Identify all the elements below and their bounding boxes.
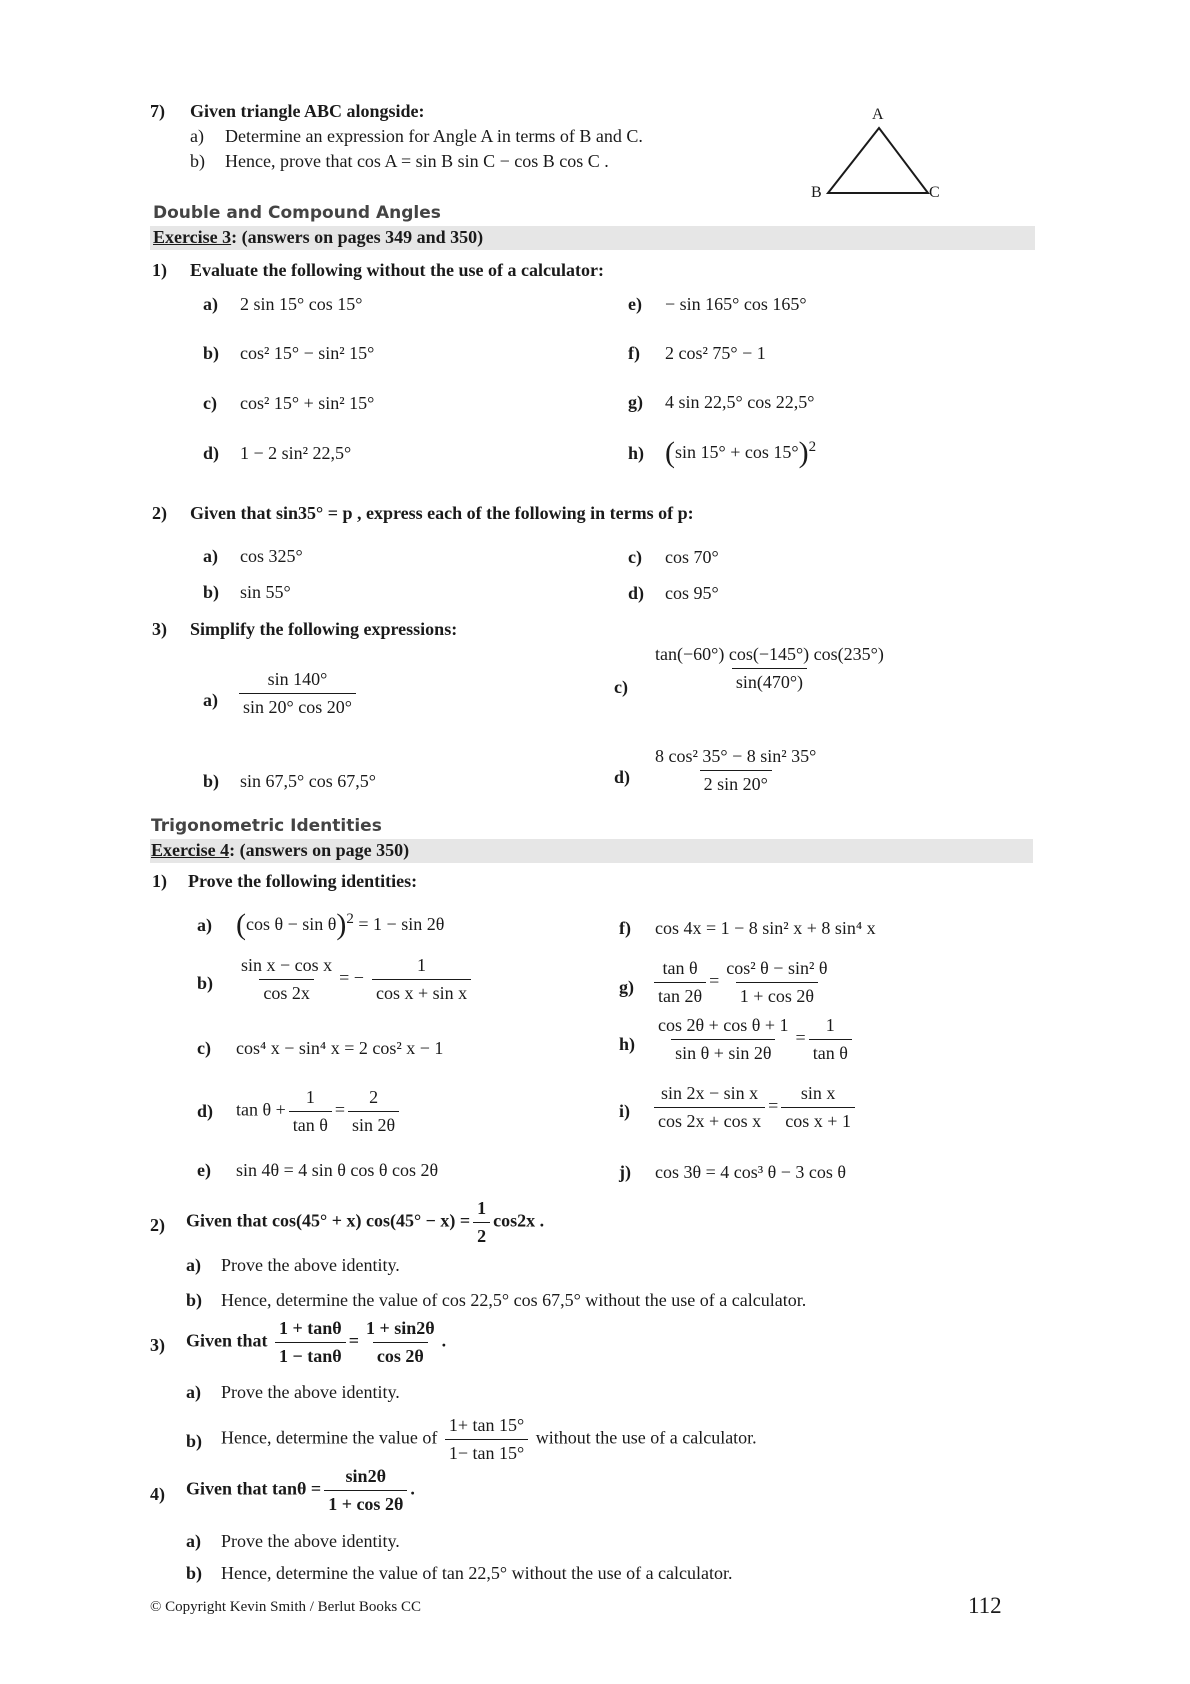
ex4-q4b-text: Hence, determine the value of tan 22,5° without the use of a calculator.	[221, 1563, 733, 1583]
ex4-q1d-label: d)	[197, 1101, 214, 1121]
ex4-q1g-label: g)	[619, 977, 634, 997]
ex4-q1b-label: b)	[197, 973, 214, 993]
ex3-q3-number: 3)	[152, 619, 167, 639]
ex3-q1d-label: d)	[203, 443, 220, 463]
ex3-q1b-expr: cos² 15° − sin² 15°	[240, 343, 375, 363]
ex4-q2a-label: a)	[186, 1255, 201, 1275]
ex3-q2-stem: Given that sin35° = p , express each of the following in terms of p:	[190, 503, 694, 523]
ex3-q3c-expr: $\frac{\tan(-60^\circ) \cos(-145^\circ) \cos(235^\circ)}{\sin(470^\circ)}$	[655, 644, 884, 692]
ex3-q1f-label: f)	[628, 343, 640, 363]
ex4-q1b-expr: $\frac{\text{sin x − cos x}}{\cos 2x}$ = − $\frac{1}{\text{cos x + sin x}}$	[234, 955, 474, 1004]
ex4-q1c-label: c)	[197, 1038, 211, 1058]
ex3-q3d-label: d)	[614, 767, 631, 787]
ex4-q3a-text: Prove the above identity.	[221, 1382, 400, 1402]
ex4-q1e-expr: sin 4θ = 4 sin θ cos θ cos 2θ	[236, 1160, 439, 1180]
ex3-q2b-expr: sin 55°	[240, 582, 291, 602]
q7a-text: Determine an expression for Angle A in terms of B and C.	[225, 126, 643, 146]
ex3-q3b-label: b)	[203, 771, 220, 791]
ex3-q1e-label: e)	[628, 294, 642, 314]
ex3-q1g-expr: 4 sin 22,5° cos 22,5°	[665, 392, 815, 412]
q7b-text: Hence, prove that cos A = sin B sin C − cos B cos C .	[225, 151, 609, 171]
ex4-q1i-label: i)	[619, 1101, 630, 1121]
ex3-q1b-label: b)	[203, 343, 220, 363]
ex3-q3d-expr: $\frac{\text{8 cos² 35° − 8 sin² 35°}}{2 \sin 20^\circ}$	[655, 746, 817, 794]
ex4-q1j-label: j)	[619, 1162, 631, 1182]
ex3-q1e-expr: − sin 165° cos 165°	[665, 294, 807, 314]
ex3-q1h-label: h)	[628, 443, 645, 463]
vertex-c-label: C	[929, 184, 940, 201]
ex3-q3a-expr: $\frac{\sin 140^\circ}{\sin 20^\circ \cos 20^\circ}$	[236, 669, 359, 718]
ex4-q2a-text: Prove the above identity.	[221, 1255, 400, 1275]
ex4-q3b-text: Hence, determine the value of $\frac{1+ \tan 15^\circ}{1- \tan 15^\circ}$ without the use of a calculator.	[221, 1415, 757, 1463]
ex3-q2b-label: b)	[203, 582, 220, 602]
ex3-q1d-expr: 1 − 2 sin² 22,5°	[240, 443, 352, 463]
ex4-q1f-label: f)	[619, 918, 631, 938]
section-title-double-compound: Double and Compound Angles	[153, 203, 441, 223]
ex4-q4a-label: a)	[186, 1531, 201, 1551]
ex3-q2c-label: c)	[628, 547, 642, 567]
ex3-q3c-label: c)	[614, 677, 628, 697]
vertex-b-label: B	[811, 184, 822, 201]
ex3-q1a-expr: 2 sin 15° cos 15°	[240, 294, 363, 314]
ex4-q1a-expr: (cos θ − sin θ)$^2$ = 1 − sin 2θ	[236, 908, 445, 941]
ex4-q1j-expr: cos 3θ = 4 cos³ θ − 3 cos θ	[655, 1162, 847, 1182]
ex3-q2d-expr: cos 95°	[665, 583, 719, 603]
ex3-q1c-expr: cos² 15° + sin² 15°	[240, 393, 375, 413]
ex4-q3-stem: Given that $\frac{1 + \tan\theta}{1 - \tan\theta}$ = $\frac{1 + \sin 2\theta}{\cos 2\theta}$ .	[186, 1318, 447, 1366]
exercise-4-header: Exercise 4: (answers on page 350)	[151, 840, 410, 860]
ex4-q2-stem: Given that cos(45° + x) cos(45° − x) = $\frac{1}{2}$ cos2x .	[186, 1198, 545, 1246]
ex4-q2b-text: Hence, determine the value of cos 22,5° cos 67,5° without the use of a calculator.	[221, 1290, 807, 1310]
ex4-q1-number: 1)	[152, 871, 167, 891]
ex4-q2-number: 2)	[150, 1215, 165, 1235]
section-title-trig-identities: Trigonometric Identities	[151, 816, 382, 836]
ex4-q1e-label: e)	[197, 1160, 211, 1180]
exercise-3-header: Exercise 3: (answers on pages 349 and 350)	[153, 227, 484, 247]
ex3-q1c-label: c)	[203, 393, 217, 413]
ex3-q3a-label: a)	[203, 690, 218, 710]
ex4-q1a-label: a)	[197, 915, 212, 935]
ex4-q1f-expr: cos 4x = 1 − 8 sin² x + 8 sin⁴ x	[655, 918, 876, 938]
ex3-q1-number: 1)	[152, 260, 167, 280]
page-number: 112	[968, 1593, 1002, 1618]
copyright-notice: © Copyright Kevin Smith / Berlut Books CC	[150, 1599, 421, 1615]
q7b-label: b)	[190, 151, 205, 171]
ex4-q3-number: 3)	[150, 1335, 165, 1355]
ex4-q1i-expr: $\frac{\text{sin 2x − sin x}}{\text{cos 2x + cos x}}$ = $\frac{\text{sin x}}{\text{cos x + 1}}$	[651, 1083, 858, 1132]
ex3-q2c-expr: cos 70°	[665, 547, 719, 567]
ex3-q1g-label: g)	[628, 392, 643, 412]
ex3-q1h-expr: (sin 15° + cos 15°)$^2$	[665, 436, 817, 469]
ex4-q4a-text: Prove the above identity.	[221, 1531, 400, 1551]
ex3-q3b-expr: sin 67,5° cos 67,5°	[240, 771, 376, 791]
ex4-q1d-expr: tan θ + $\frac{1}{\text{tan θ}}$ = $\frac{2}{\sin 2\theta}$	[236, 1087, 402, 1136]
q7-number: 7)	[150, 101, 165, 121]
ex4-q1c-expr: cos⁴ x − sin⁴ x = 2 cos² x − 1	[236, 1038, 444, 1058]
ex3-q3-stem: Simplify the following expressions:	[190, 619, 458, 639]
ex3-q2a-label: a)	[203, 546, 218, 566]
q7a-label: a)	[190, 126, 204, 146]
ex3-q2a-expr: cos 325°	[240, 546, 303, 566]
ex4-q1-stem: Prove the following identities:	[188, 871, 418, 891]
ex3-q2d-label: d)	[628, 583, 645, 603]
ex3-q1f-expr: 2 cos² 75° − 1	[665, 343, 766, 363]
ex4-q4-stem: Given that tanθ = $\frac{\sin 2\theta}{1 + \cos 2\theta}$ .	[186, 1466, 415, 1514]
ex3-q1-stem: Evaluate the following without the use of a calculator:	[190, 260, 604, 280]
ex4-q3a-label: a)	[186, 1382, 201, 1402]
ex3-q2-number: 2)	[152, 503, 167, 523]
ex4-q3b-label: b)	[186, 1431, 203, 1451]
ex3-q1a-label: a)	[203, 294, 218, 314]
ex4-q4b-label: b)	[186, 1563, 203, 1583]
ex4-q1h-expr: $\frac{\text{cos 2θ + cos θ + 1}}{\text{sin θ + sin 2θ}}$ = $\frac{1}{\text{tan θ}}$	[651, 1015, 855, 1064]
vertex-a-label: A	[872, 106, 884, 123]
ex4-q1g-expr: $\frac{\text{tan θ}}{\tan 2\theta}$ = $\frac{\text{cos² θ − sin² θ}}{1 + \cos 2\theta}$	[651, 958, 834, 1007]
ex4-q1h-label: h)	[619, 1034, 636, 1054]
q7-stem: Given triangle ABC alongside:	[190, 101, 425, 121]
ex4-q2b-label: b)	[186, 1290, 203, 1310]
ex4-q4-number: 4)	[150, 1484, 165, 1504]
